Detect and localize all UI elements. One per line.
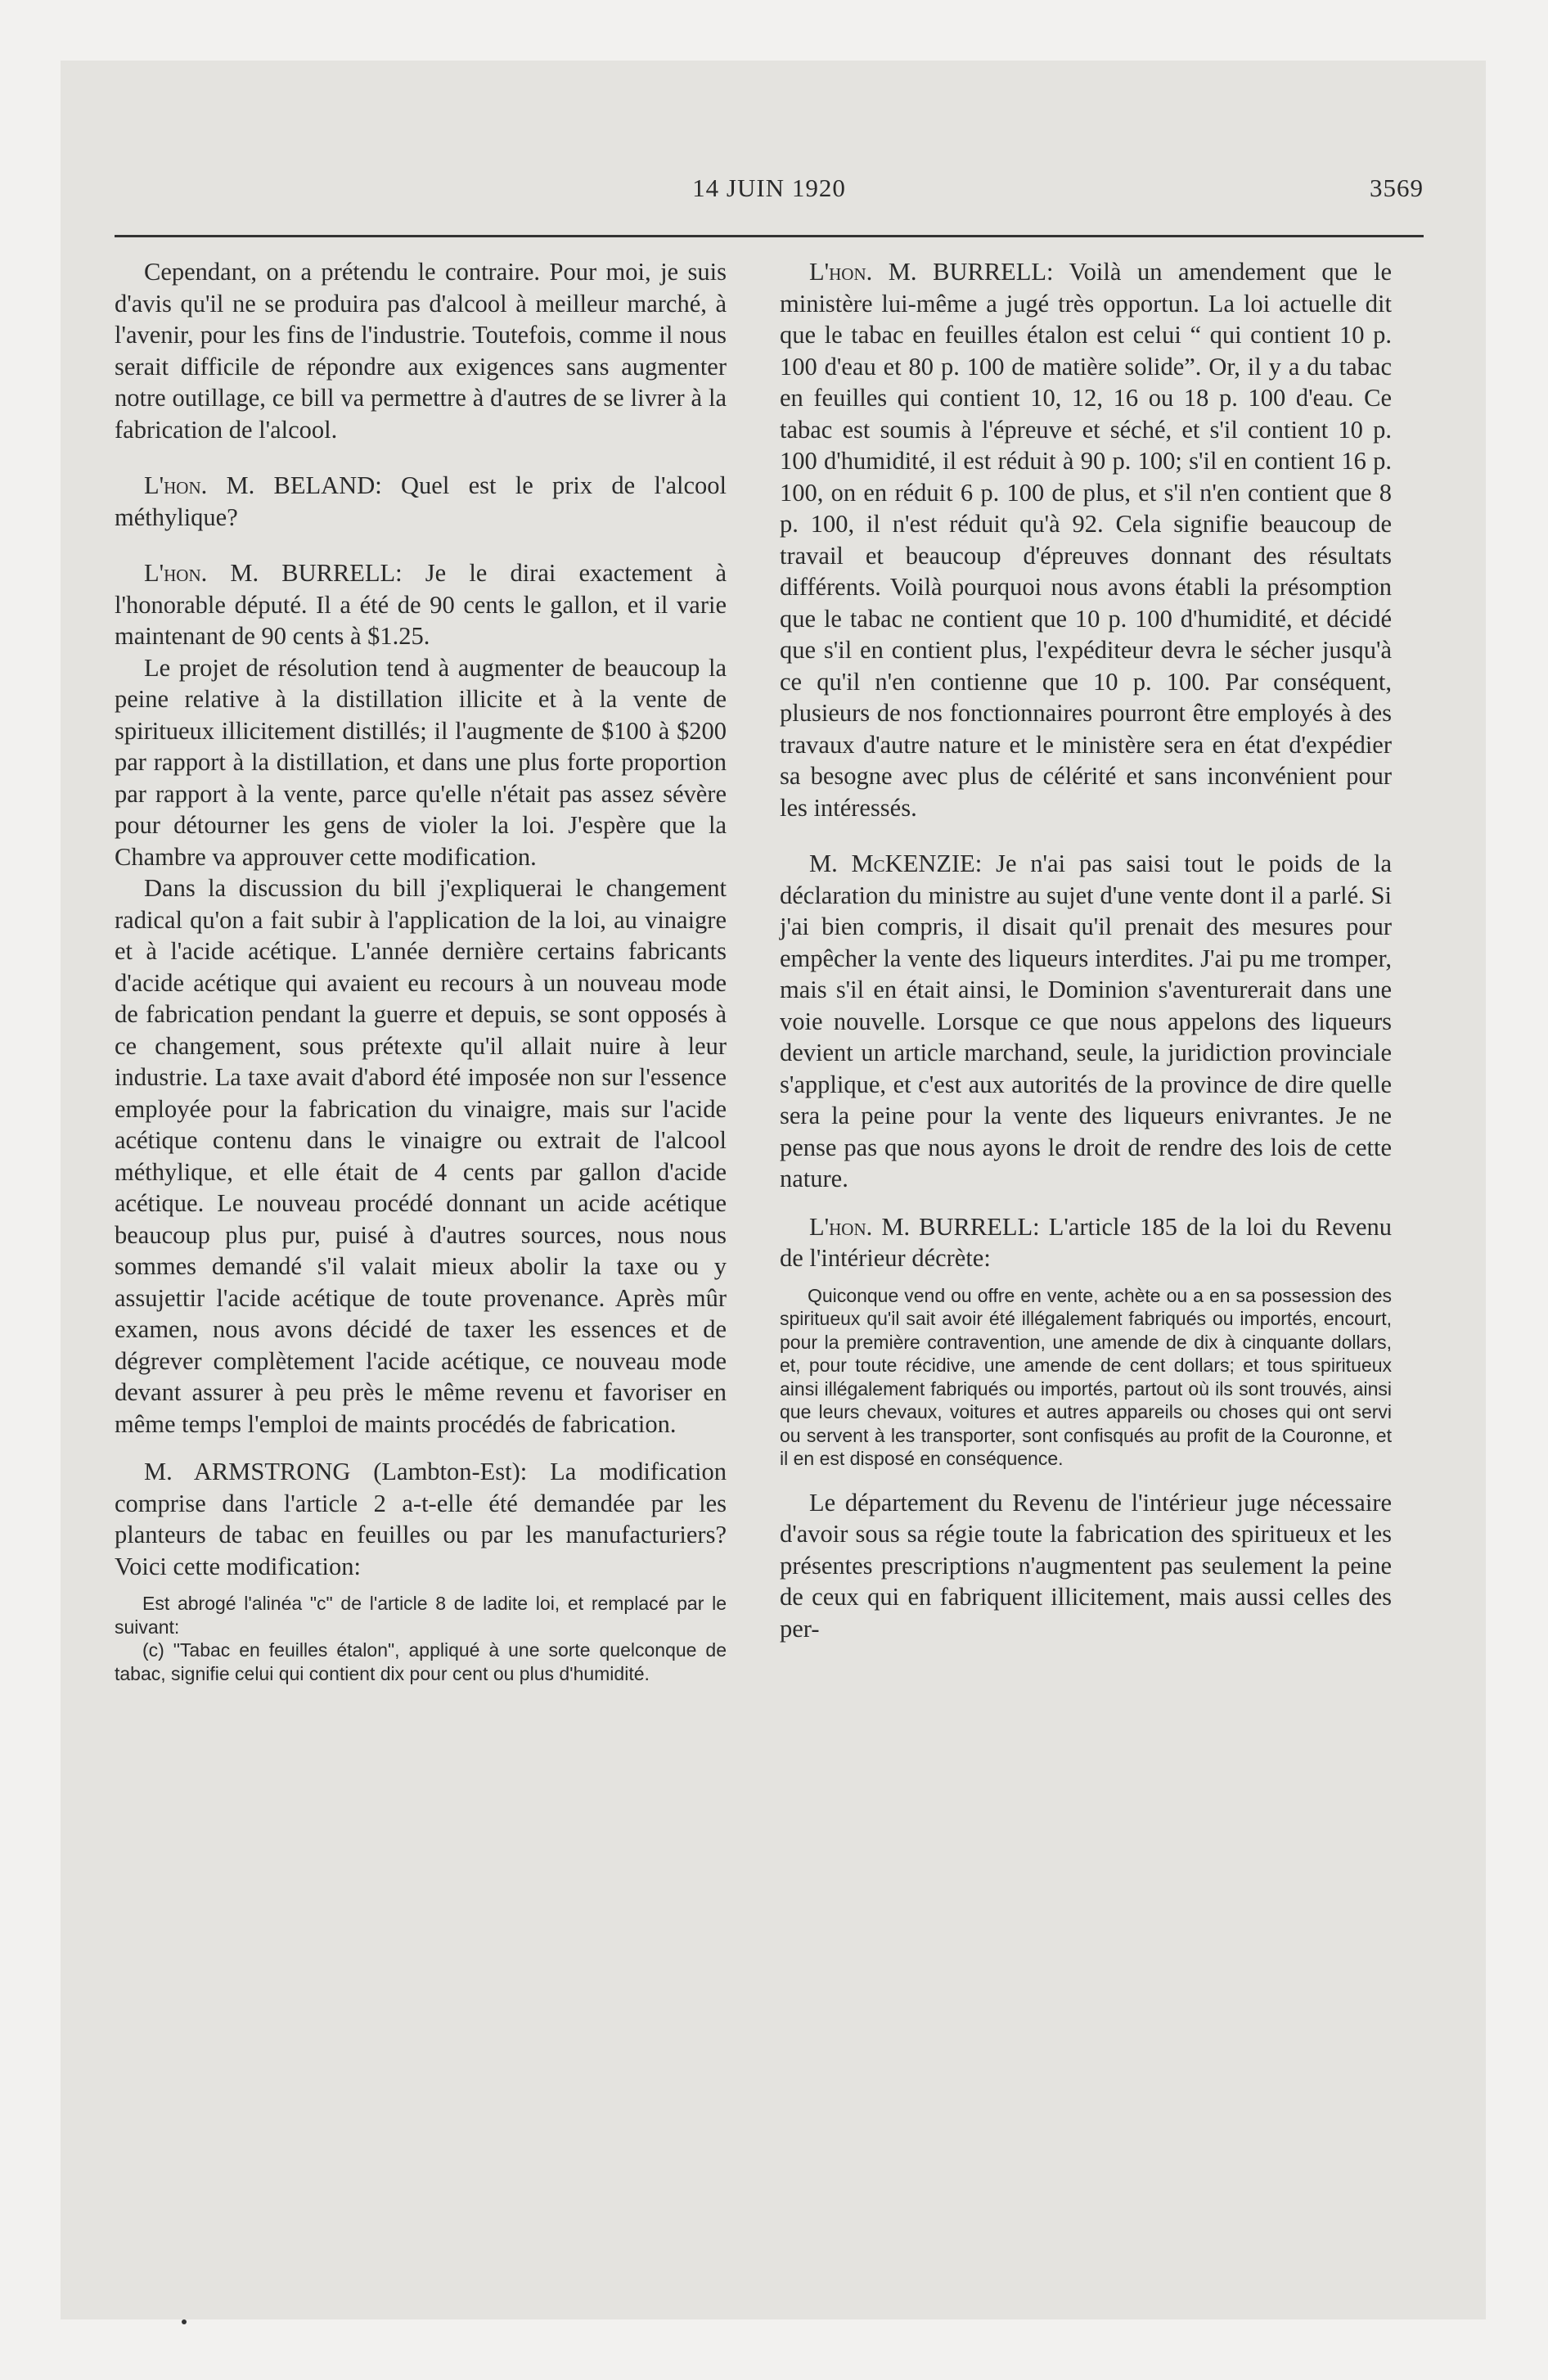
- quote-paragraph: Quiconque vend ou offre en vente, achète ou a en sa possession des spiritueux qu'il sait avoir été illégalement fabriqués ou importés, encourt, pour la première contravention, une amende de dix à cinquante dollars, et, pour toute récidive, une amende de cent dollars; et tous spiritueux ainsi illégalement fabriqués ou importés, partout où ils sont trouvés, ainsi que leurs chevaux, voitures et autres appareils ou choses qui ont servi ou servent à les transporter, sont confisqués au profit de la Couronne, et il en est disposé en conséquence.: [780, 1284, 1392, 1469]
- header-rule: [115, 235, 1424, 237]
- quoted-statute: [780, 1284, 1392, 1471]
- paragraph: [115, 557, 727, 652]
- page-date: 14 JUIN 1920: [692, 174, 846, 202]
- paragraph: Le projet de résolution tend à augmenter de beaucoup la peine relative à la distillation illicite et à la vente de spiritueux illicitement distillés; il l'augmente de $100 à $200 par rapport à la distillation, et dans une plus forte proportion par rapport à la vente, parce qu'elle n'était pas assez sévère pour détourner les gens de violer la loi. J'espère que la Chambre va approuver cette modification.: [115, 653, 727, 871]
- quote-paragraph: (c) "Tabac en feuilles étalon", appliqué à une sorte quelconque de tabac, signifie celui qui contient dix pour cent ou plus d'humidité.: [115, 1639, 727, 1684]
- print-speck: [182, 2319, 187, 2324]
- paragraph: [115, 470, 727, 533]
- speech-text: L'article 185 de la loi du Revenu de l'intérieur décrète:: [780, 1212, 1392, 1272]
- speech-text: Voilà un amendement que le ministère lui-même a jugé très opportun. La loi actuelle dit que le tabac en feuilles étalon est celui “ qui contient 10 p. 100 d'eau et 80 p. 100 de matière solide”. Or, il y a du tabac en feuilles qui contient 10, 12, 16 ou 18 p. 100 d'eau. Ce tabac est soumis à l'épreuve et séché, et s'il contient 10 p. 100 d'humidité, il est réduit à 90 p. 100; s'il en contient 16 p. 100, on en réduit 6 p. 100 de plus, et s'il n'en contient que 8 p. 100, il n'est réduit qu'à 92. Cela signifie beaucoup de travail et beaucoup d'épreuves donnant des résultats différents. Voilà pourquoi nous avons établi la présomption que le tabac ne contient que 10 p. 100 d'humidité, et décidé que s'il en contient plus, l'expéditeur devra le sécher jusqu'à ce qu'il n'en contienne que 10 p. 100. Par conséquent, plusieurs de nos fonctionnaires pourront être employés à des travaux d'autre nature et le ministère sera en état d'expédier sa besogne avec plus de célérité et sans inconvénient pour les intéressés.: [780, 258, 1392, 822]
- page-number: 3569: [1370, 174, 1424, 202]
- speech-text: (Lambton-Est): La modification comprise dans l'article 2 a-t-elle été demandée par les planteurs de tabac en feuilles ou par les manufacturiers? Voici cette modification:: [115, 1458, 727, 1580]
- paragraph: Cependant, on a prétendu le contraire. Pour moi, je suis d'avis qu'il ne se produira pas d'alcool à meilleur marché, à l'avenir, pour les fins de l'industrie. Toutefois, comme il nous serait difficile de répondre aux exigences sans augmenter notre outillage, ce bill va permettre à d'autres de se livrer à la fabrication de l'alcool.: [115, 258, 727, 444]
- speaker-name: L'hon. M. BURRELL:: [144, 559, 403, 587]
- right-column: [780, 256, 1392, 1644]
- left-column: [115, 256, 727, 1685]
- speech-text: Je le dirai exactement à l'honorable député. Il a été de 90 cents le gallon, et il varie maintenant de 90 cents à $1.25.: [115, 559, 727, 650]
- running-head: [115, 174, 1424, 206]
- quote-paragraph: Est abrogé l'alinéa "c" de l'article 8 de ladite loi, et remplacé par le suivant:: [115, 1593, 727, 1638]
- paragraph: [115, 1456, 727, 1582]
- speech-text: Je n'ai pas saisi tout le poids de la déclaration du ministre au sujet d'une vente dont il a parlé. Si j'ai bien compris, il disait qu'il prenait des mesures pour empêcher la vente des liqueurs interdites. J'ai pu me tromper, mais s'il en était ainsi, le Dominion s'aventurerait dans une voie nouvelle. Lorsque ce que nous appelons des liqueurs devient un article marchand, seule, la juridiction provinciale s'applique, et c'est aux autorités de la province de dire quelle sera la peine pour la vente des liqueurs enivrantes. Je ne pense pas que nous ayons le droit de rendre des lois de cette nature.: [780, 850, 1392, 1192]
- paragraph: [780, 256, 1392, 823]
- speaker-name: M. ARMSTRONG: [144, 1458, 351, 1485]
- paragraph: [780, 848, 1392, 1195]
- speaker-name: M. McKENZIE:: [809, 850, 983, 877]
- speech-text: Quel est le prix de l'alcool méthylique?: [115, 471, 727, 531]
- paragraph: Le département du Revenu de l'intérieur juge nécessaire d'avoir sous sa régie toute la fabrication des spiritueux et les présentes prescriptions n'augmentent pas seulement la peine de ceux qui en fabriquent illicitement, mais aussi celles des per-: [780, 1488, 1392, 1643]
- speaker-name: L'hon. M. BELAND:: [144, 471, 382, 499]
- speaker-name: L'hon. M. BURRELL:: [809, 258, 1054, 286]
- paragraph: [780, 1211, 1392, 1274]
- paragraph: Dans la discussion du bill j'expliquerai le changement radical qu'on a fait subir à l'application de la loi, au vinaigre et à l'acide acétique. L'année dernière certains fabricants d'acide acétique qui avaient eu recours à un nouveau mode de fabrication pendant la guerre et depuis, se sont opposés à ce changement, sous prétexte qu'il allait nuire à leur industrie. La taxe avait d'abord été imposée non sur l'essence employée pour la fabrication du vinaigre, mais sur l'acide acétique contenu dans le vinaigre ou extrait de l'alcool méthylique, et elle était de 4 cents par gallon d'acide acétique. Le nouveau procédé donnant un acide acétique beaucoup plus pur, puisé à d'autres sources, nous nous sommes demandé s'il valait mieux abolir la taxe ou y assujettir l'acide acétique de toute provenance. Après mûr examen, nous avons décidé de taxer les essences et de dégrever complètement l'acide acétique, ce nouveau mode devant assurer à peu près le même revenu et favoriser en même temps l'emploi de maints procédés de fabrication.: [115, 874, 727, 1438]
- speaker-name: L'hon. M. BURRELL:: [809, 1212, 1040, 1241]
- quoted-amendment: [115, 1592, 727, 1685]
